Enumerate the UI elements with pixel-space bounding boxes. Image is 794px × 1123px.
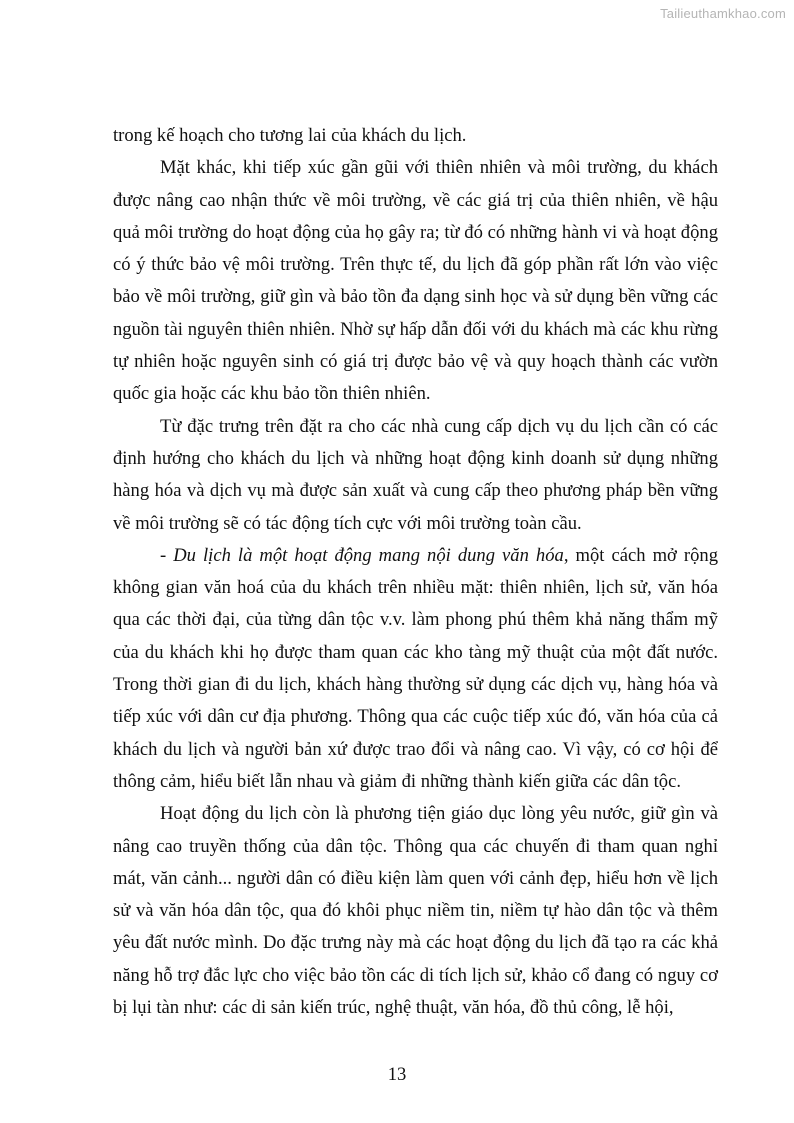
page-number: 13 xyxy=(387,1064,407,1085)
paragraph-service-providers: Từ đặc trưng trên đặt ra cho các nhà cung cấp dịch vụ du lịch cần có các định hướng cho khách du lịch và những hoạt động kinh doanh sử dụng những hàng hóa và dịch vụ mà được sản xuất và cung cấp theo phương pháp bền vững về môi trường sẽ có tác động tích cực với môi trường toàn cầu. xyxy=(113,415,718,534)
paragraph-continuation: trong kế hoạch cho tương lai của khách du lịch. xyxy=(113,125,467,146)
page-body xyxy=(113,120,718,1024)
italic-heading: Du lịch là một hoạt động mang nội dung văn hóa xyxy=(173,544,564,566)
watermark: Tailieuthamkhao.com xyxy=(660,6,786,21)
paragraph-cultural-text: , một cách mở rộng không gian văn hoá của du khách trên nhiều mặt: thiên nhiên, lịch sử, văn hóa qua các thời đại, của từng dân tộc v.v. làm phong phú thêm khả năng thẩm mỹ của du khách khi họ được tham quan các kho tàng mỹ thuật của một đất nước. Trong thời gian đi du lịch, khách hàng thường sử dụng các dịch vụ, hàng hóa và tiếp xúc với dân cư địa phương. Thông qua các cuộc tiếp xúc đó, văn hóa của cả khách du lịch và người bản xứ được trao đổi và nâng cao. Vì vậy, có cơ hội để thông cảm, hiểu biết lẫn nhau và giảm đi những thành kiến giữa các dân tộc. xyxy=(113,544,718,792)
bullet-dash: - xyxy=(160,544,174,566)
paragraph-environment-awareness: Mặt khác, khi tiếp xúc gần gũi với thiên nhiên và môi trường, du khách được nâng cao nhận thức về môi trường, về các giá trị của thiên nhiên, về hậu quả môi trường do hoạt động của họ gây ra; từ đó có những hành vi và hoạt động có ý thức bảo vệ môi trường. Trên thực tế, du lịch đã góp phần rất lớn vào việc bảo về môi trường, giữ gìn và bảo tồn đa dạng sinh học và sử dụng bền vững các nguồn tài nguyên thiên nhiên. Nhờ sự hấp dẫn đối với du khách mà các khu rừng tự nhiên hoặc nguyên sinh có giá trị được bảo vệ và quy hoạch thành các vườn quốc gia hoặc các khu bảo tồn thiên nhiên. xyxy=(113,157,718,405)
paragraph-patriotism-education: Hoạt động du lịch còn là phương tiện giáo dục lòng yêu nước, giữ gìn và nâng cao truyền thống của dân tộc. Thông qua các chuyến đi tham quan nghỉ mát, văn cảnh... người dân có điều kiện làm quen với cảnh đẹp, hiểu hơn về lịch sử và văn hóa dân tộc, qua đó khôi phục niềm tin, niềm tự hào dân tộc và thêm yêu đất nước mình. Do đặc trưng này mà các hoạt động du lịch đã tạo ra các khả năng hỗ trợ đắc lực cho việc bảo tồn các di tích lịch sử, khảo cổ đang có nguy cơ bị lụi tàn như: các di sản kiến trúc, nghệ thuật, văn hóa, đồ thủ công, lễ hội, xyxy=(113,803,718,1019)
paragraph-cultural-activity xyxy=(113,540,718,798)
